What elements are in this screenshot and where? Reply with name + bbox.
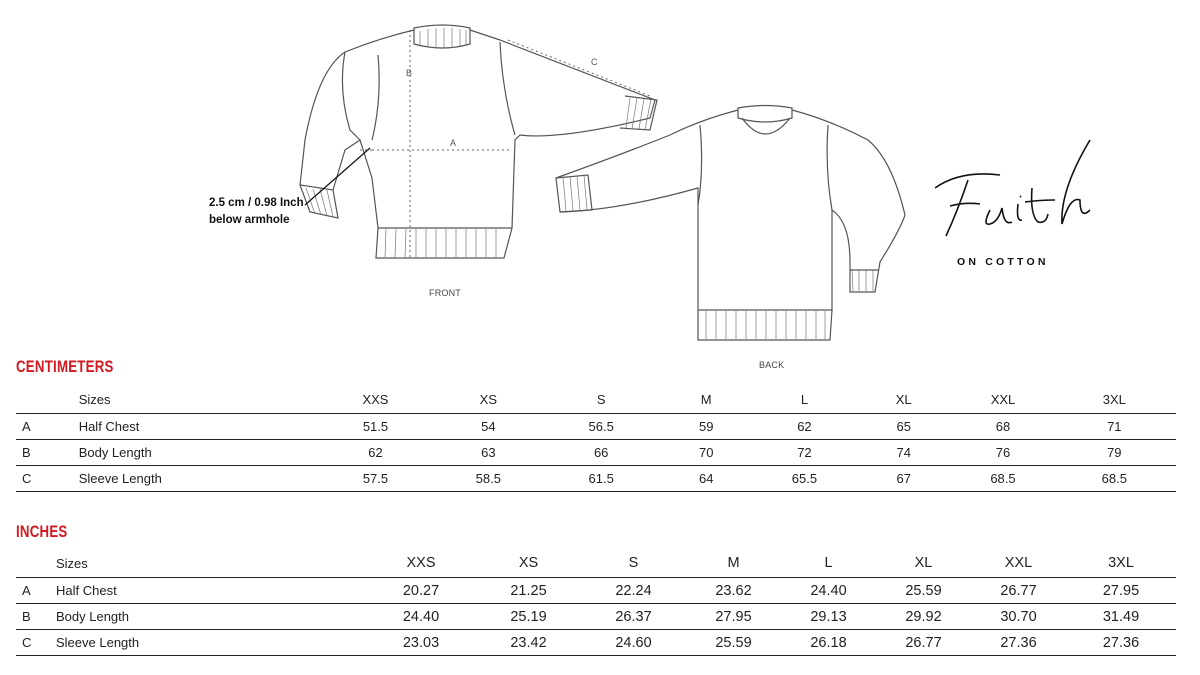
- table-cell: 57.5: [319, 466, 432, 492]
- back-view-label: BACK: [759, 360, 785, 370]
- table-cell: 65: [854, 414, 953, 440]
- table-cell: 67: [854, 466, 953, 492]
- table-row: [16, 440, 1176, 466]
- size-header: S: [628, 555, 639, 571]
- table-row: [16, 630, 1176, 656]
- size-header: XL: [914, 555, 933, 571]
- row-code: C: [16, 466, 79, 492]
- table-cell: 71: [1053, 414, 1176, 440]
- table-cell: 31.49: [1066, 604, 1176, 630]
- armhole-note-line-1: 2.5 cm / 0.98 Inch: [209, 197, 304, 209]
- table-cell: 24.60: [581, 630, 686, 656]
- table-cell: 25.19: [476, 604, 581, 630]
- centimeters-size-table: [16, 386, 1176, 492]
- table-cell: 26.37: [581, 604, 686, 630]
- size-header: XXS: [406, 555, 436, 571]
- table-cell: 72: [755, 440, 854, 466]
- table-cell: 21.25: [476, 578, 581, 604]
- table-cell: 24.40: [781, 578, 876, 604]
- inches-size-table: [16, 549, 1176, 656]
- table-cell: 23.42: [476, 630, 581, 656]
- size-header: XXL: [1004, 555, 1033, 571]
- size-header: M: [727, 555, 740, 571]
- row-label: Sleeve Length: [56, 630, 366, 656]
- table-cell: 58.5: [432, 466, 545, 492]
- size-header: XS: [518, 555, 539, 571]
- table-cell: 62: [319, 440, 432, 466]
- table-cell: 76: [953, 440, 1052, 466]
- armhole-note-line-2: below armhole: [209, 214, 290, 226]
- table-cell: 26.77: [971, 578, 1066, 604]
- size-header: XS: [479, 392, 497, 407]
- table-row: [16, 414, 1176, 440]
- table-cell: 29.92: [876, 604, 971, 630]
- row-label: Sleeve Length: [79, 466, 319, 492]
- table-cell: 56.5: [545, 414, 658, 440]
- inches-title: INCHES: [16, 522, 68, 541]
- table-cell: 27.95: [1066, 578, 1176, 604]
- front-view-label: FRONT: [429, 288, 461, 298]
- table-cell: 25.59: [686, 630, 781, 656]
- centimeters-title: CENTIMETERS: [16, 357, 114, 376]
- table-row: [16, 466, 1176, 492]
- inches-header-row: [16, 549, 1176, 578]
- table-cell: 27.95: [686, 604, 781, 630]
- row-label: Half Chest: [79, 414, 319, 440]
- table-cell: 54: [432, 414, 545, 440]
- dimension-letter-c: C: [591, 57, 598, 67]
- table-cell: 79: [1053, 440, 1176, 466]
- table-cell: 27.36: [971, 630, 1066, 656]
- row-label: Body Length: [79, 440, 319, 466]
- row-label: Half Chest: [56, 578, 366, 604]
- table-cell: 63: [432, 440, 545, 466]
- size-header: 3XL: [1102, 392, 1126, 407]
- size-header: XXS: [362, 392, 389, 407]
- table-cell: 23.62: [686, 578, 781, 604]
- sizes-header: Sizes: [78, 392, 111, 407]
- row-code: A: [16, 578, 56, 604]
- table-cell: 22.24: [581, 578, 686, 604]
- table-cell: 70: [658, 440, 755, 466]
- table-cell: 30.70: [971, 604, 1066, 630]
- row-code: C: [16, 630, 56, 656]
- row-code: B: [16, 440, 79, 466]
- table-cell: 66: [545, 440, 658, 466]
- table-cell: 26.77: [876, 630, 971, 656]
- size-header: M: [700, 392, 712, 407]
- table-cell: 20.27: [366, 578, 476, 604]
- table-cell: 74: [854, 440, 953, 466]
- table-cell: 26.18: [781, 630, 876, 656]
- centimeters-header-row: [16, 386, 1176, 414]
- table-cell: 51.5: [319, 414, 432, 440]
- table-cell: 61.5: [545, 466, 658, 492]
- table-cell: 24.40: [366, 604, 476, 630]
- table-cell: 23.03: [366, 630, 476, 656]
- size-header: L: [824, 555, 833, 571]
- size-header: 3XL: [1108, 555, 1134, 571]
- dimension-letter-a: A: [450, 138, 457, 148]
- table-cell: 62: [755, 414, 854, 440]
- table-cell: 27.36: [1066, 630, 1176, 656]
- row-label: Body Length: [56, 604, 366, 630]
- size-header: L: [800, 392, 809, 407]
- table-cell: 68.5: [1053, 466, 1176, 492]
- table-cell: 64: [658, 466, 755, 492]
- table-row: [16, 578, 1176, 604]
- size-header: S: [596, 392, 606, 407]
- table-cell: 68.5: [953, 466, 1052, 492]
- brand-tagline: ON COTTON: [957, 256, 1049, 268]
- row-code: A: [16, 414, 79, 440]
- dimension-letter-b: B: [406, 68, 413, 78]
- table-row: [16, 604, 1176, 630]
- table-cell: 68: [953, 414, 1052, 440]
- table-cell: 65.5: [755, 466, 854, 492]
- table-cell: 29.13: [781, 604, 876, 630]
- table-cell: 25.59: [876, 578, 971, 604]
- size-header: XXL: [990, 392, 1016, 407]
- size-header: XL: [895, 392, 912, 407]
- sizes-header: Sizes: [56, 555, 88, 571]
- row-code: B: [16, 604, 56, 630]
- table-cell: 59: [658, 414, 755, 440]
